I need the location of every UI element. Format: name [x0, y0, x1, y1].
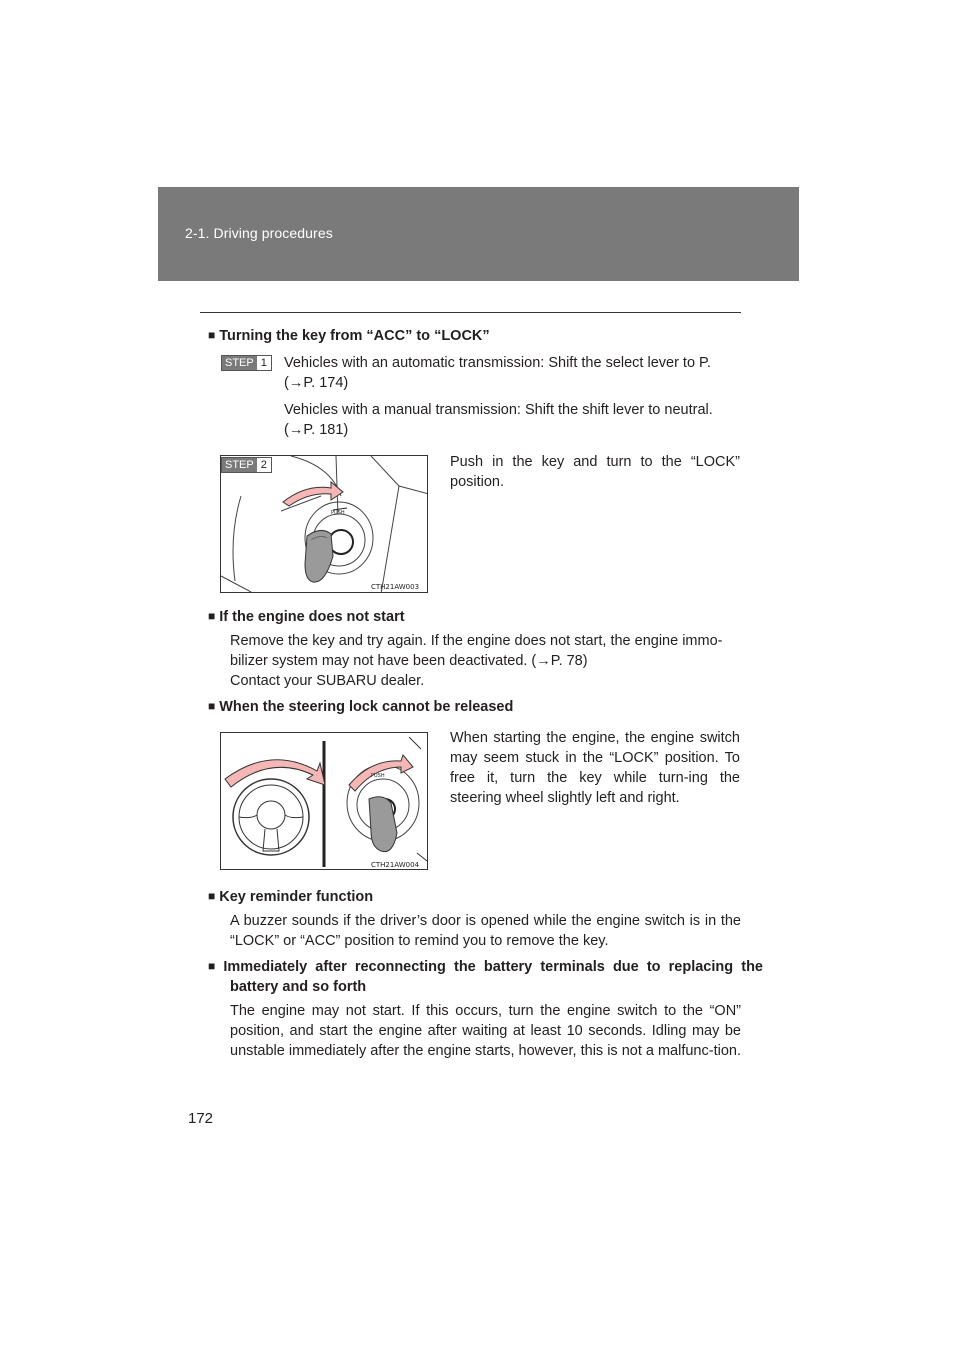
- step1-line1: Vehicles with an automatic transmission: Shift the select lever to P.: [284, 355, 711, 371]
- heading-text: Key reminder function: [219, 889, 374, 905]
- section-title: 2-1. Driving procedures: [185, 225, 333, 241]
- step2-badge-number: 2: [257, 458, 271, 472]
- step1-badge-number: 1: [257, 356, 271, 370]
- figure-steering-lock: [220, 732, 428, 870]
- heading-text: If the engine does not start: [219, 609, 405, 625]
- step1-badge: [221, 355, 272, 371]
- steering-wheel-illustration: [221, 733, 428, 870]
- step1-line4: (→P. 181): [284, 422, 349, 438]
- heading-turning-key: [208, 326, 490, 346]
- figure-lock-key: [220, 455, 428, 593]
- page-number: 172: [188, 1110, 214, 1127]
- figure2-code: CTH21AW004: [371, 861, 420, 869]
- heading-key-reminder: [208, 887, 373, 907]
- key-reminder-text: A buzzer sounds if the driver’s door is opened while the engine switch is in the “LOCK” or “ACC” position to remind you to remove the key.: [230, 913, 741, 949]
- engine-not-start-line3: Contact your SUBARU dealer.: [230, 673, 425, 689]
- heading-steering-lock: [208, 697, 513, 717]
- key-cylinder-illustration: [221, 456, 428, 593]
- step1-badge-label: STEP: [222, 356, 257, 370]
- heading-text: Immediately after reconnecting the battery terminals due to replacing the battery and so forth: [223, 959, 763, 995]
- heading-text: When the steering lock cannot be released: [219, 699, 514, 715]
- bullet-square: ■: [208, 959, 220, 973]
- heading-battery-reconnect: [208, 957, 763, 997]
- heading-engine-not-start: [208, 607, 405, 627]
- engine-not-start-line2: bilizer system may not have been deactivated. (→P. 78): [230, 653, 588, 669]
- bullet-square: ■: [208, 328, 216, 342]
- step1-line2: (→P. 174): [284, 375, 349, 391]
- header-band: [158, 187, 799, 281]
- engine-not-start-line1: Remove the key and try again. If the engine does not start, the engine immo-: [230, 633, 723, 649]
- step1-text: [284, 353, 744, 440]
- step2-badge: [221, 457, 272, 473]
- bullet-square: ■: [208, 609, 216, 623]
- figure1-push-label: PUSH: [331, 510, 345, 516]
- figure2-push-label: PUSH: [371, 773, 385, 779]
- figure1-code: CTH21AW003: [371, 583, 420, 591]
- step1-line3: Vehicles with a manual transmission: Shift the shift lever to neutral.: [284, 402, 713, 418]
- battery-reconnect-text: The engine may not start. If this occurs, turn the engine switch to the “ON” position, and start the engine after waiting at least 10 seconds. Idling may be unstable immediately after the engine starts, however, this is not a malfunc-tion.: [230, 1003, 741, 1059]
- engine-not-start-text: [230, 631, 745, 691]
- divider-rule: [200, 312, 741, 313]
- bullet-square: ■: [208, 699, 216, 713]
- step2-text: Push in the key and turn to the “LOCK” position.: [450, 454, 740, 490]
- steering-lock-text: When starting the engine, the engine switch may seem stuck in the “LOCK” position. To free it, turn the key while turn-ing the steering wheel slightly left and right.: [450, 730, 740, 806]
- bullet-square: ■: [208, 889, 216, 903]
- heading-text: Turning the key from “ACC” to “LOCK”: [219, 328, 490, 344]
- step2-badge-label: STEP: [222, 458, 257, 472]
